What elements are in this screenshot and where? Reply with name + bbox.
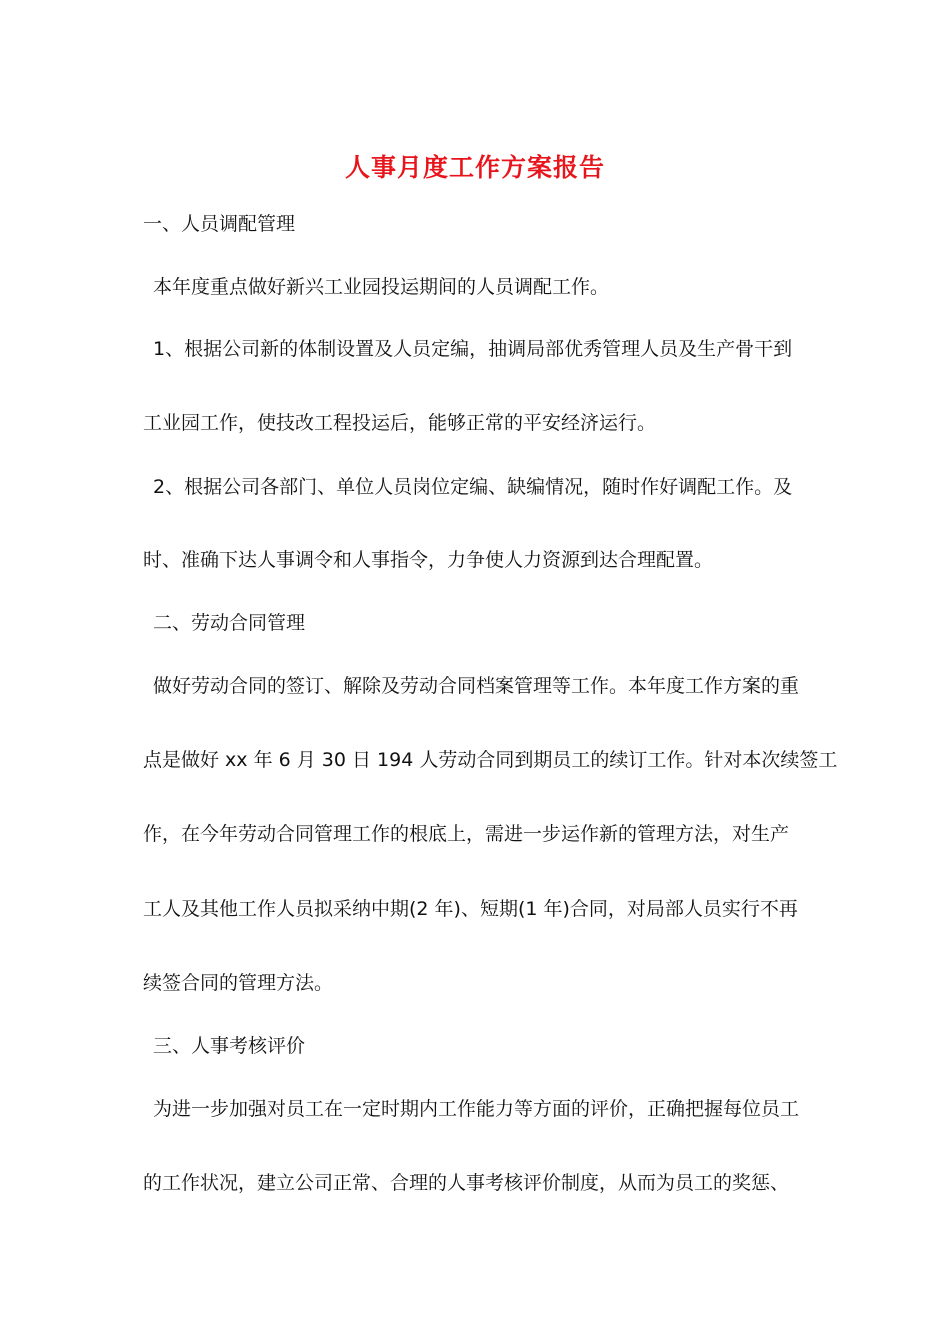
paragraph-line: 工业园工作，使技改工程投运后，能够正常的平安经济运行。	[143, 412, 657, 434]
section-heading-labor-contract: 二、劳动合同管理	[153, 612, 306, 634]
paragraph-line: 为进一步加强对员工在一定时期内工作能力等方面的评价，正确把握每位员工	[153, 1098, 800, 1120]
paragraph-line: 工人及其他工作人员拟采纳中期(2 年)、短期(1 年)合同，对局部人员实行不再	[143, 898, 798, 920]
paragraph-line: 本年度重点做好新兴工业园投运期间的人员调配工作。	[153, 276, 610, 298]
paragraph-line: 做好劳动合同的签订、解除及劳动合同档案管理等工作。本年度工作方案的重	[153, 675, 800, 697]
paragraph-line: 时、准确下达人事调令和人事指令，力争使人力资源到达合理配置。	[143, 549, 714, 571]
section-heading-performance-review: 三、人事考核评价	[153, 1035, 306, 1057]
paragraph-line: 1、根据公司新的体制设置及人员定编，抽调局部优秀管理人员及生产骨干到	[153, 338, 793, 360]
paragraph-line: 作，在今年劳动合同管理工作的根底上，需进一步运作新的管理方法，对生产	[143, 823, 790, 845]
paragraph-line: 的工作状况，建立公司正常、合理的人事考核评价制度，从而为员工的奖惩、	[143, 1172, 790, 1194]
paragraph-line: 续签合同的管理方法。	[143, 972, 334, 994]
document-title: 人事月度工作方案报告	[344, 153, 605, 182]
paragraph-line: 点是做好 xx 年 6 月 30 日 194 人劳动合同到期员工的续订工作。针对本次续签工	[143, 749, 838, 771]
paragraph-line: 2、根据公司各部门、单位人员岗位定编、缺编情况，随时作好调配工作。及	[153, 476, 793, 498]
section-heading-personnel-allocation: 一、人员调配管理	[143, 213, 296, 235]
